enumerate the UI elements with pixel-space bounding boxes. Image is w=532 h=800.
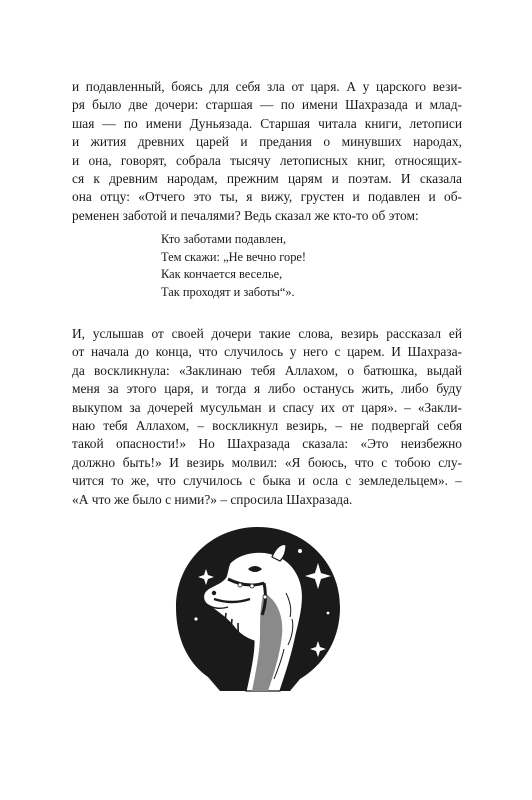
camel-vignette-icon: [168, 523, 348, 695]
text-line: она отцу: «Отчего это ты, я вижу, грустен и подавлен и об-: [72, 189, 462, 205]
text-line: ременен заботой и печалями? Ведь сказал же кто-то об этом:: [72, 207, 419, 223]
text-line: и она, говорят, собрала тысячу летописных книг, относящих-: [72, 152, 462, 168]
poem-line: Как кончается веселье,: [161, 267, 283, 282]
paragraph-2: [72, 325, 462, 509]
text-line: от начала до конца, что случилось у него с царем. И Шахраза-: [72, 344, 462, 360]
text-line: такой опасности!» Но Шахразада сказала: «Это неизбежно: [72, 436, 462, 452]
text-line: чится то же, что случилось с быка и осла с земледельцем». –: [72, 473, 462, 489]
text-line: «А что же было с ними?» – спросила Шахразада.: [72, 491, 353, 507]
poem-line: Так проходят и заботы“».: [161, 284, 295, 299]
text-line: должно быть!» И везирь молвил: «Я боюсь, что с тобою слу-: [72, 454, 462, 470]
poem-quote: [161, 231, 306, 301]
text-line: да воскликнула: «Заклинаю тебя Аллахом, о батюшка, выдай: [72, 362, 462, 378]
text-line: шая — по имени Дуньязада. Старшая читала книги, летописи: [72, 115, 462, 131]
paragraph-1: [72, 78, 462, 225]
text-line: ся к древним народам, прежним царям и поэтам. И сказала: [72, 171, 462, 187]
text-line: И, услышав от своей дочери такие слова, везирь рассказал ей: [72, 326, 462, 341]
text-line: наю тебя Аллахом, – воскликнул везирь, – не подвергай себя: [72, 418, 462, 434]
poem-line: Тем скажи: „Не вечно горе!: [161, 249, 307, 264]
text-line: ря было две дочери: старшая — по имени Шахразада и млад-: [72, 97, 462, 113]
text-line: меня за этого царя, и тогда я либо останусь жить, либо буду: [72, 381, 462, 397]
text-line: выкупом за дочерей мусульман и спасу их от царя». – «Закли-: [72, 399, 462, 415]
text-line: и жития древних царей и предания о минувших народах,: [72, 134, 462, 150]
text-line: и подавленный, боясь для себя зла от царя. А у царского вези-: [72, 79, 462, 94]
poem-line: Кто заботами подавлен,: [161, 232, 287, 246]
